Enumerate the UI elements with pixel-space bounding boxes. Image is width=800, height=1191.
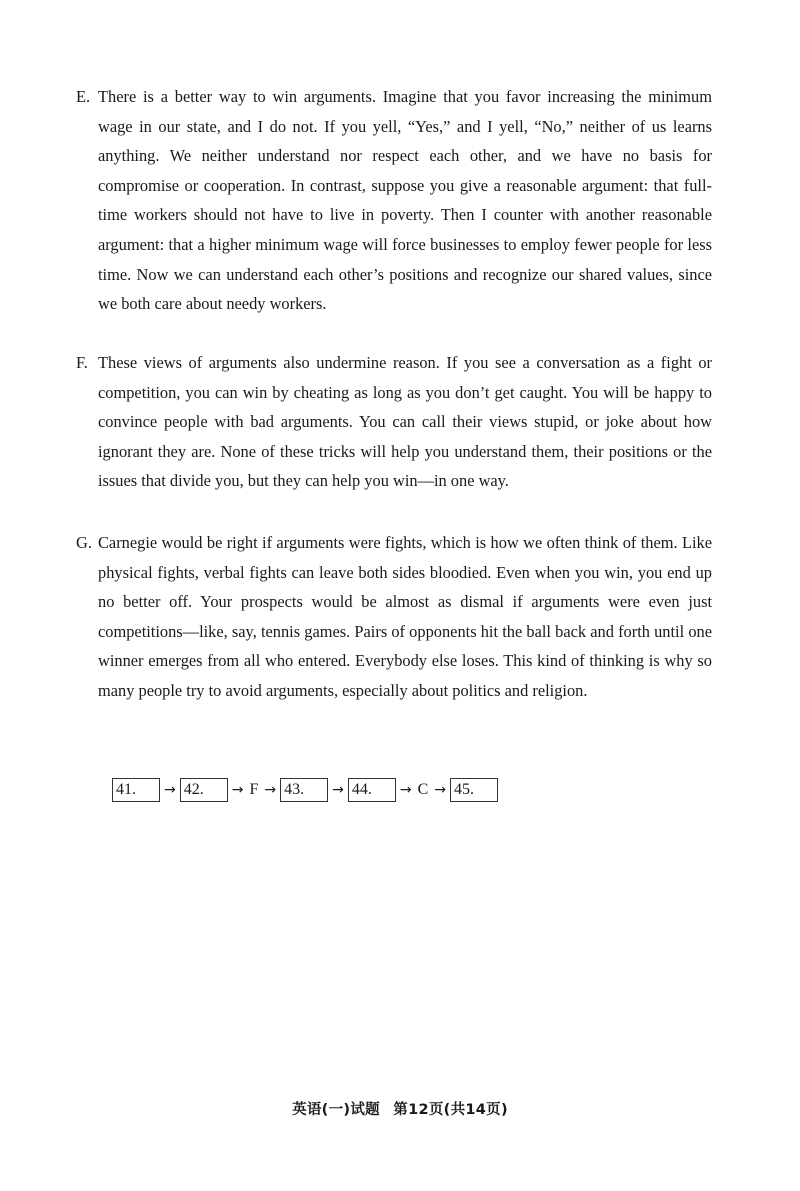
arrow-icon: → xyxy=(164,782,176,798)
footer-subject: 英语(一)试题 xyxy=(292,1102,380,1118)
paragraph-f xyxy=(76,348,712,496)
arrow-icon: → xyxy=(231,782,244,798)
arrow-icon: → xyxy=(399,782,412,798)
answer-blank-43[interactable]: 43. xyxy=(280,778,328,802)
paragraph-order-sequence xyxy=(112,776,498,804)
arrow-icon: → xyxy=(434,782,446,798)
paragraph-g xyxy=(76,528,712,706)
answer-blank-44[interactable]: 44. xyxy=(348,778,396,802)
paragraph-e xyxy=(76,82,712,319)
paragraph-text: There is a better way to win arguments. Imagine that you favor increasing the minimum wage in our state, and I do not. If you yell, “Yes,” and I yell, “No,” neither of us learns anything. We neither understand nor respect each other, and we have no basis for compromise or cooperation. In contrast, suppose you give a reasonable argument: that full-time workers should not have to live in poverty. Then I counter with another reasonable argument: that a higher minimum wage will force businesses to employ fewer people for less time. Now we can understand each other’s positions and recognize our shared values, since we both care about needy workers. xyxy=(98,87,712,314)
paragraph-text: These views of arguments also undermine reason. If you see a conversation as a fight or competition, you can win by cheating as long as you don’t get caught. You will be happy to convince people with bad arguments. You can call their views stupid, or joke about how ignorant they are. None of these tricks will help you understand them, their positions or the issues that divide you, but they can help you win—in one way. xyxy=(98,353,712,491)
paragraph-letter: F. xyxy=(76,353,88,372)
answer-blank-42[interactable]: 42. xyxy=(180,778,228,802)
answer-blank-41[interactable]: 41. xyxy=(112,778,160,802)
paragraph-letter: E. xyxy=(76,87,91,106)
arrow-icon: → xyxy=(264,782,277,798)
paragraph-letter: G. xyxy=(76,533,92,552)
arrow-icon: → xyxy=(332,782,344,798)
fixed-paragraph-f: F xyxy=(249,781,259,798)
fixed-paragraph-c: C xyxy=(417,781,429,798)
answer-blank-45[interactable]: 45. xyxy=(450,778,498,802)
footer-page-number: 第12页(共14页) xyxy=(393,1102,508,1118)
paragraph-text: Carnegie would be right if arguments were fights, which is how we often think of them. Like physical fights, verbal fights can leave both sides bloodied. Even when you win, you end up no better off. Your prospects would be almost as dismal if arguments were even just competitions—like, say, tennis games. Pairs of opponents hit the ball back and forth until one winner emerges from all who entered. Everybody else loses. This kind of thinking is why so many people try to avoid arguments, especially about politics and religion. xyxy=(98,533,712,700)
page-footer xyxy=(0,1098,800,1119)
